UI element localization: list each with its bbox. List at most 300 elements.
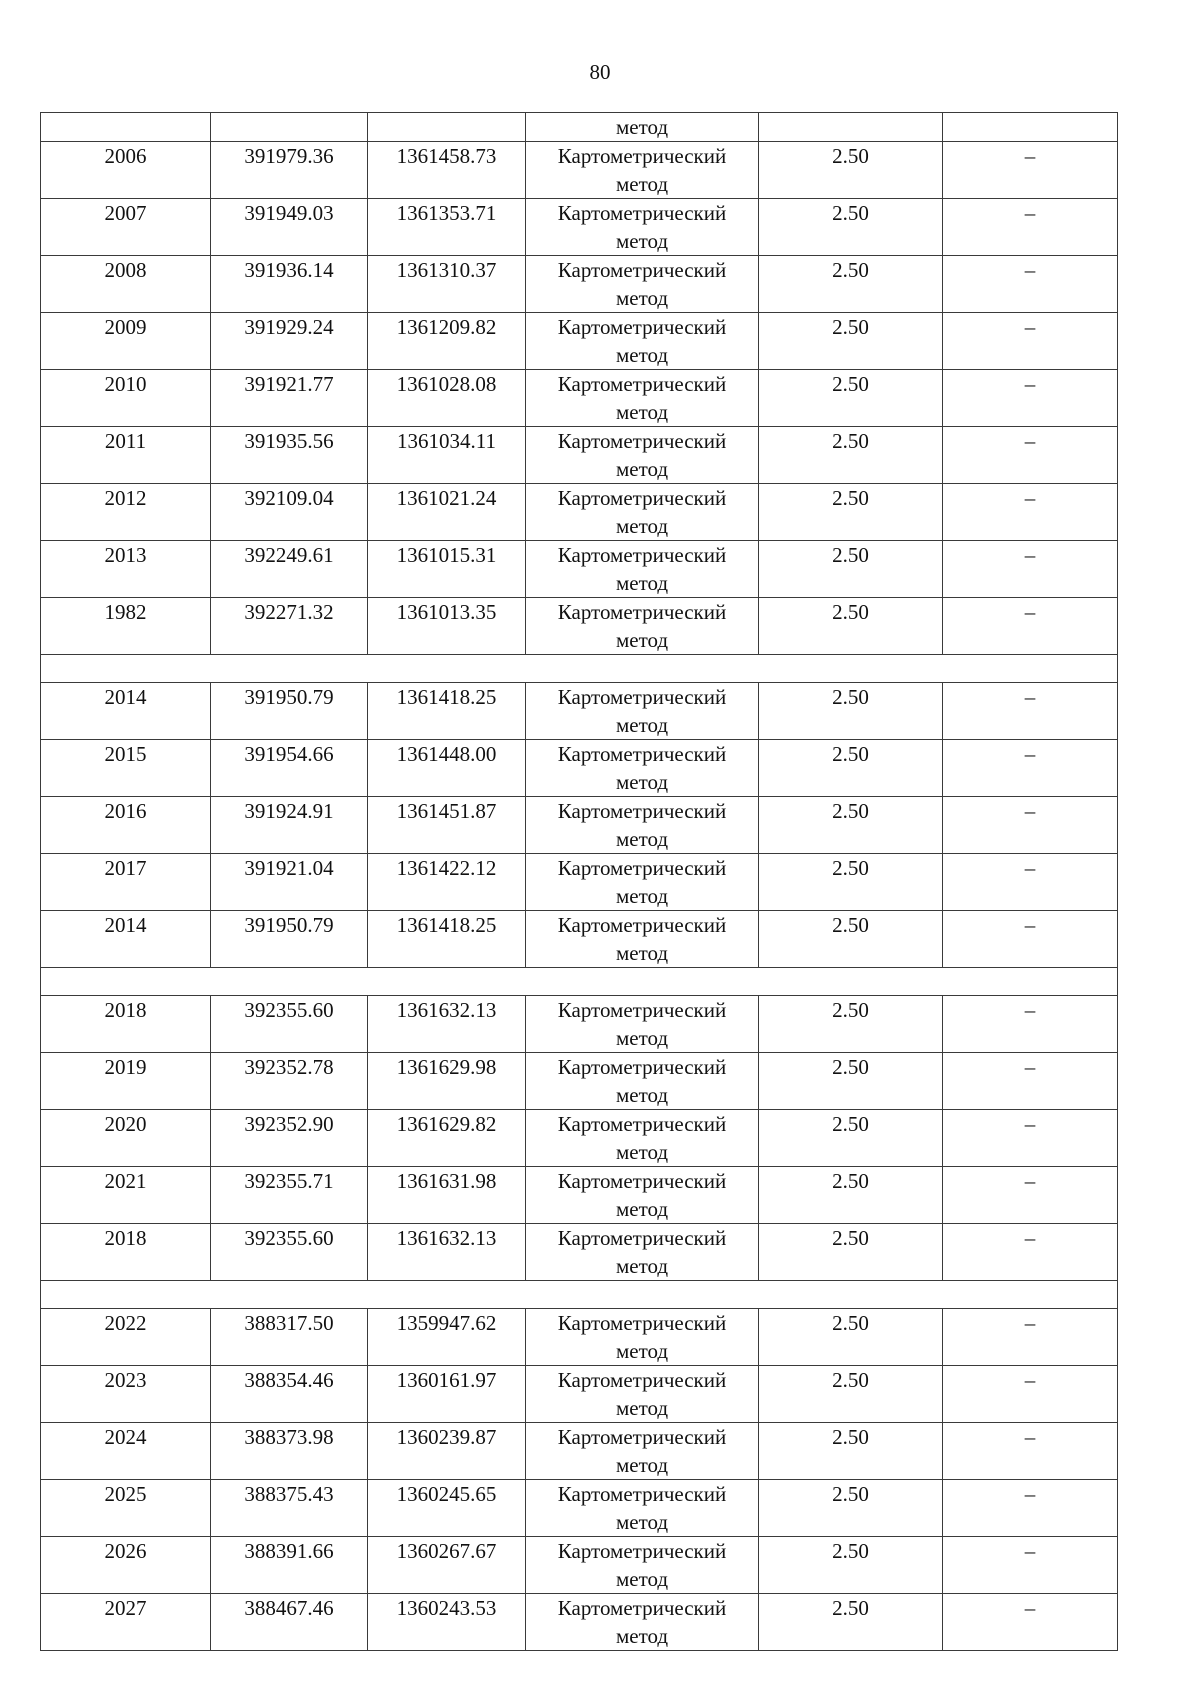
- y-coordinate-text: 1360243.53: [396, 1596, 497, 1620]
- point-number-cell: [41, 1309, 211, 1366]
- accuracy-cell: [759, 370, 943, 427]
- method-text: Картометрический: [557, 315, 727, 339]
- x-coordinate-cell: [211, 1167, 368, 1224]
- note-text: –: [1024, 856, 1036, 880]
- point-number-text: 2015: [104, 742, 147, 766]
- note-text: –: [1024, 315, 1036, 339]
- method-cell: [526, 484, 759, 541]
- x-coordinate-cell: [211, 1423, 368, 1480]
- point-number-text: 2017: [104, 856, 147, 880]
- y-coordinate-cell: [368, 313, 526, 370]
- point-number-text: 2011: [104, 429, 147, 453]
- note-cell: [943, 1224, 1118, 1281]
- method-text: метод: [615, 343, 669, 367]
- table-row: [41, 142, 1118, 199]
- table-row: [41, 854, 1118, 911]
- note-cell: [943, 1053, 1118, 1110]
- point-number-text: 2021: [104, 1169, 147, 1193]
- x-coordinate-cell: [211, 996, 368, 1053]
- y-coordinate-cell: [368, 484, 526, 541]
- method-cell: [526, 740, 759, 797]
- x-coordinate-cell: [211, 142, 368, 199]
- note-text: –: [1024, 600, 1036, 624]
- note-cell: [943, 199, 1118, 256]
- coordinates-table: [40, 112, 1118, 1651]
- method-text: Картометрический: [557, 1425, 727, 1449]
- y-coordinate-cell: [368, 1053, 526, 1110]
- point-number-text: 2027: [104, 1596, 147, 1620]
- note-cell: [943, 740, 1118, 797]
- method-text: Картометрический: [557, 1112, 727, 1136]
- method-cell: [526, 1053, 759, 1110]
- accuracy-cell: [759, 256, 943, 313]
- y-coordinate-text: 1361015.31: [396, 543, 497, 567]
- method-text: Картометрический: [557, 1482, 727, 1506]
- table-body: [41, 113, 1118, 1651]
- y-coordinate-cell: [368, 541, 526, 598]
- point-number-text: 2012: [104, 486, 147, 510]
- y-coordinate-text: 1361418.25: [396, 913, 497, 937]
- point-number-text: 2018: [104, 998, 147, 1022]
- point-number-text: 2026: [104, 1539, 147, 1563]
- y-coordinate-text: 1361209.82: [396, 315, 497, 339]
- note-cell: [943, 598, 1118, 655]
- method-text: Картометрический: [557, 685, 727, 709]
- y-coordinate-cell: [368, 598, 526, 655]
- accuracy-cell: [759, 484, 943, 541]
- y-coordinate-text: 1361353.71: [396, 201, 497, 225]
- method-text: метод: [615, 286, 669, 310]
- x-coordinate-text: 388373.98: [244, 1425, 334, 1449]
- table-row: [41, 1480, 1118, 1537]
- x-coordinate-cell: [211, 1480, 368, 1537]
- accuracy-cell: [759, 1537, 943, 1594]
- accuracy-cell: [759, 1480, 943, 1537]
- accuracy-cell: [759, 854, 943, 911]
- y-coordinate-cell: [368, 854, 526, 911]
- point-number-cell: [41, 370, 211, 427]
- accuracy-text: 2.50: [832, 685, 869, 709]
- table-row: [41, 541, 1118, 598]
- x-coordinate-cell: [211, 740, 368, 797]
- table-row: [41, 1366, 1118, 1423]
- accuracy-text: 2.50: [832, 998, 869, 1022]
- note-text: –: [1024, 1539, 1036, 1563]
- method-text: Картометрический: [557, 1368, 727, 1392]
- method-text: метод: [615, 457, 669, 481]
- x-coordinate-text: 391954.66: [244, 742, 334, 766]
- table-row: [41, 199, 1118, 256]
- x-coordinate-cell: [211, 1366, 368, 1423]
- note-text: –: [1024, 258, 1036, 282]
- y-coordinate-text: 1359947.62: [396, 1311, 497, 1335]
- x-coordinate-text: 392352.90: [244, 1112, 334, 1136]
- table-cell: [368, 113, 526, 142]
- note-cell: [943, 1480, 1118, 1537]
- point-number-text: 2018: [104, 1226, 147, 1250]
- x-coordinate-cell: [211, 1537, 368, 1594]
- point-number-cell: [41, 1423, 211, 1480]
- note-cell: [943, 541, 1118, 598]
- method-text: метод: [615, 827, 669, 851]
- accuracy-cell: [759, 1423, 943, 1480]
- x-coordinate-cell: [211, 484, 368, 541]
- y-coordinate-cell: [368, 1167, 526, 1224]
- point-number-cell: [41, 598, 211, 655]
- accuracy-text: 2.50: [832, 1482, 869, 1506]
- method-text: Картометрический: [557, 429, 727, 453]
- note-cell: [943, 427, 1118, 484]
- y-coordinate-cell: [368, 199, 526, 256]
- accuracy-text: 2.50: [832, 856, 869, 880]
- note-text: –: [1024, 913, 1036, 937]
- accuracy-cell: [759, 142, 943, 199]
- accuracy-cell: [759, 911, 943, 968]
- point-number-cell: [41, 1480, 211, 1537]
- accuracy-cell: [759, 1594, 943, 1651]
- method-cell: [526, 370, 759, 427]
- accuracy-cell: [759, 313, 943, 370]
- note-text: –: [1024, 799, 1036, 823]
- point-number-cell: [41, 199, 211, 256]
- method-cell: [526, 313, 759, 370]
- note-cell: [943, 1594, 1118, 1651]
- note-text: –: [1024, 1112, 1036, 1136]
- x-coordinate-text: 392355.60: [244, 1226, 334, 1250]
- y-coordinate-cell: [368, 1110, 526, 1167]
- table-row: [41, 427, 1118, 484]
- y-coordinate-text: 1361629.82: [396, 1112, 497, 1136]
- y-coordinate-cell: [368, 142, 526, 199]
- table-row: [41, 370, 1118, 427]
- method-text: Картометрический: [557, 258, 727, 282]
- note-cell: [943, 1309, 1118, 1366]
- y-coordinate-text: 1361422.12: [396, 856, 497, 880]
- y-coordinate-text: 1361629.98: [396, 1055, 497, 1079]
- x-coordinate-cell: [211, 797, 368, 854]
- note-text: –: [1024, 998, 1036, 1022]
- y-coordinate-cell: [368, 256, 526, 313]
- y-coordinate-cell: [368, 1423, 526, 1480]
- method-cell: [526, 996, 759, 1053]
- method-text: Картометрический: [557, 372, 727, 396]
- note-text: –: [1024, 1226, 1036, 1250]
- method-cell: [526, 1366, 759, 1423]
- accuracy-text: 2.50: [832, 1539, 869, 1563]
- group-separator-row: [41, 655, 1118, 683]
- x-coordinate-text: 391950.79: [244, 685, 334, 709]
- x-coordinate-text: 392352.78: [244, 1055, 334, 1079]
- x-coordinate-cell: [211, 541, 368, 598]
- method-text: Картометрический: [557, 799, 727, 823]
- accuracy-text: 2.50: [832, 144, 869, 168]
- point-number-text: 1982: [104, 600, 147, 624]
- point-number-cell: [41, 427, 211, 484]
- method-text: Картометрический: [557, 1055, 727, 1079]
- method-text: Картометрический: [557, 1226, 727, 1250]
- point-number-cell: [41, 911, 211, 968]
- table-cell: [759, 113, 943, 142]
- point-number-cell: [41, 797, 211, 854]
- accuracy-text: 2.50: [832, 258, 869, 282]
- method-text: Картометрический: [557, 1169, 727, 1193]
- note-cell: [943, 370, 1118, 427]
- point-number-cell: [41, 683, 211, 740]
- y-coordinate-text: 1361310.37: [396, 258, 497, 282]
- table-row: [41, 1110, 1118, 1167]
- accuracy-text: 2.50: [832, 201, 869, 225]
- method-cell: [526, 1224, 759, 1281]
- method-text: метод: [615, 1624, 669, 1648]
- accuracy-cell: [759, 598, 943, 655]
- method-text: метод: [615, 941, 669, 965]
- accuracy-cell: [759, 996, 943, 1053]
- x-coordinate-cell: [211, 427, 368, 484]
- table-row: [41, 797, 1118, 854]
- table-row: [41, 911, 1118, 968]
- method-text: метод: [615, 229, 669, 253]
- method-text: метод: [615, 713, 669, 737]
- point-number-cell: [41, 142, 211, 199]
- point-number-text: 2010: [104, 372, 147, 396]
- point-number-cell: [41, 1167, 211, 1224]
- accuracy-text: 2.50: [832, 1425, 869, 1449]
- table-row: [41, 1053, 1118, 1110]
- point-number-text: 2022: [104, 1311, 147, 1335]
- point-number-cell: [41, 740, 211, 797]
- point-number-cell: [41, 1594, 211, 1651]
- note-text: –: [1024, 1311, 1036, 1335]
- accuracy-text: 2.50: [832, 543, 869, 567]
- method-text: Картометрический: [557, 742, 727, 766]
- x-coordinate-text: 391979.36: [244, 144, 334, 168]
- point-number-text: 2008: [104, 258, 147, 282]
- method-text: метод: [615, 400, 669, 424]
- method-text: метод: [615, 1567, 669, 1591]
- x-coordinate-text: 388375.43: [244, 1482, 334, 1506]
- x-coordinate-text: 392109.04: [244, 486, 334, 510]
- method-cell: [526, 142, 759, 199]
- x-coordinate-text: 391924.91: [244, 799, 334, 823]
- method-cell: [526, 797, 759, 854]
- method-text: метод: [615, 628, 669, 652]
- note-cell: [943, 1423, 1118, 1480]
- y-coordinate-cell: [368, 1480, 526, 1537]
- x-coordinate-cell: [211, 1224, 368, 1281]
- table-row: [41, 1167, 1118, 1224]
- point-number-text: 2024: [104, 1425, 147, 1449]
- method-cell: [526, 1167, 759, 1224]
- table-cell: [943, 113, 1118, 142]
- point-number-text: 2007: [104, 201, 147, 225]
- y-coordinate-cell: [368, 740, 526, 797]
- point-number-text: 2006: [104, 144, 147, 168]
- point-number-cell: [41, 541, 211, 598]
- accuracy-text: 2.50: [832, 1596, 869, 1620]
- method-cell: [526, 1594, 759, 1651]
- method-text: Картометрический: [557, 1596, 727, 1620]
- x-coordinate-cell: [211, 598, 368, 655]
- note-cell: [943, 683, 1118, 740]
- method-cell: [526, 1309, 759, 1366]
- accuracy-cell: [759, 740, 943, 797]
- note-cell: [943, 1167, 1118, 1224]
- method-text: метод: [615, 1083, 669, 1107]
- accuracy-text: 2.50: [832, 1311, 869, 1335]
- method-cell: [526, 854, 759, 911]
- y-coordinate-text: 1361631.98: [396, 1169, 497, 1193]
- table-cell: [211, 113, 368, 142]
- x-coordinate-cell: [211, 854, 368, 911]
- note-text: –: [1024, 429, 1036, 453]
- method-text: Картометрический: [557, 600, 727, 624]
- point-number-text: 2014: [104, 685, 147, 709]
- method-text: Картометрический: [557, 144, 727, 168]
- point-number-cell: [41, 996, 211, 1053]
- y-coordinate-cell: [368, 427, 526, 484]
- x-coordinate-text: 392355.60: [244, 998, 334, 1022]
- y-coordinate-cell: [368, 370, 526, 427]
- accuracy-text: 2.50: [832, 1055, 869, 1079]
- y-coordinate-cell: [368, 683, 526, 740]
- method-cell: [526, 541, 759, 598]
- method-text: метод: [615, 770, 669, 794]
- note-text: –: [1024, 742, 1036, 766]
- note-cell: [943, 854, 1118, 911]
- note-cell: [943, 142, 1118, 199]
- accuracy-cell: [759, 199, 943, 256]
- separator-cell: [41, 968, 1118, 996]
- y-coordinate-text: 1360267.67: [396, 1539, 497, 1563]
- method-cell: [526, 199, 759, 256]
- accuracy-cell: [759, 1309, 943, 1366]
- method-cell: [526, 1480, 759, 1537]
- y-coordinate-text: 1360161.97: [396, 1368, 497, 1392]
- y-coordinate-cell: [368, 1309, 526, 1366]
- x-coordinate-text: 392271.32: [244, 600, 334, 624]
- accuracy-cell: [759, 797, 943, 854]
- method-cell: [526, 1423, 759, 1480]
- accuracy-cell: [759, 1224, 943, 1281]
- method-text: метод: [615, 1140, 669, 1164]
- note-text: –: [1024, 1596, 1036, 1620]
- x-coordinate-cell: [211, 199, 368, 256]
- table-row: [41, 1423, 1118, 1480]
- method-text: метод: [615, 1026, 669, 1050]
- page-number: 80: [589, 60, 611, 84]
- method-cell: [526, 427, 759, 484]
- point-number-cell: [41, 313, 211, 370]
- x-coordinate-cell: [211, 1053, 368, 1110]
- separator-cell: [41, 1281, 1118, 1309]
- note-text: –: [1024, 372, 1036, 396]
- x-coordinate-text: 391949.03: [244, 201, 334, 225]
- method-text: метод: [615, 1254, 669, 1278]
- point-number-cell: [41, 484, 211, 541]
- method-text: метод: [615, 884, 669, 908]
- accuracy-text: 2.50: [832, 429, 869, 453]
- point-number-text: 2019: [104, 1055, 147, 1079]
- note-text: –: [1024, 543, 1036, 567]
- note-text: –: [1024, 1425, 1036, 1449]
- x-coordinate-cell: [211, 1110, 368, 1167]
- method-cell: [526, 113, 759, 142]
- point-number-text: 2014: [104, 913, 147, 937]
- point-number-text: 2025: [104, 1482, 147, 1506]
- point-number-text: 2013: [104, 543, 147, 567]
- method-cell: [526, 683, 759, 740]
- accuracy-text: 2.50: [832, 315, 869, 339]
- y-coordinate-text: 1361451.87: [396, 799, 497, 823]
- x-coordinate-text: 391950.79: [244, 913, 334, 937]
- note-text: –: [1024, 1368, 1036, 1392]
- y-coordinate-cell: [368, 911, 526, 968]
- accuracy-text: 2.50: [832, 486, 869, 510]
- method-text: метод: [615, 514, 669, 538]
- table-row: [41, 484, 1118, 541]
- method-cell: [526, 1110, 759, 1167]
- note-text: –: [1024, 201, 1036, 225]
- table-cell: [41, 113, 211, 142]
- note-cell: [943, 313, 1118, 370]
- y-coordinate-text: 1361034.11: [397, 429, 496, 453]
- table-row: [41, 740, 1118, 797]
- table-row: [41, 598, 1118, 655]
- continuation-row: [41, 113, 1118, 142]
- accuracy-text: 2.50: [832, 372, 869, 396]
- y-coordinate-text: 1361418.25: [396, 685, 497, 709]
- separator-cell: [41, 655, 1118, 683]
- point-number-text: 2009: [104, 315, 147, 339]
- accuracy-text: 2.50: [832, 1226, 869, 1250]
- x-coordinate-text: 391936.14: [244, 258, 334, 282]
- method-cell: [526, 1537, 759, 1594]
- accuracy-cell: [759, 683, 943, 740]
- point-number-text: 2023: [104, 1368, 147, 1392]
- method-text: Картометрический: [557, 1311, 727, 1335]
- x-coordinate-cell: [211, 683, 368, 740]
- note-cell: [943, 1537, 1118, 1594]
- accuracy-text: 2.50: [832, 742, 869, 766]
- x-coordinate-text: 388391.66: [244, 1539, 334, 1563]
- accuracy-cell: [759, 427, 943, 484]
- point-number-cell: [41, 256, 211, 313]
- method-cell: [526, 911, 759, 968]
- x-coordinate-cell: [211, 256, 368, 313]
- table-row: [41, 996, 1118, 1053]
- point-number-cell: [41, 1110, 211, 1167]
- point-number-cell: [41, 1537, 211, 1594]
- y-coordinate-text: 1361632.13: [396, 1226, 497, 1250]
- method-text: метод: [615, 571, 669, 595]
- x-coordinate-cell: [211, 313, 368, 370]
- x-coordinate-text: 391921.04: [244, 856, 334, 880]
- group-separator-row: [41, 968, 1118, 996]
- accuracy-text: 2.50: [832, 799, 869, 823]
- method-cell: [526, 598, 759, 655]
- method-text: Картометрический: [557, 201, 727, 225]
- note-text: –: [1024, 486, 1036, 510]
- method-text: метод: [615, 1197, 669, 1221]
- x-coordinate-cell: [211, 911, 368, 968]
- accuracy-text: 2.50: [832, 913, 869, 937]
- x-coordinate-text: 392249.61: [244, 543, 334, 567]
- x-coordinate-text: 391935.56: [244, 429, 334, 453]
- accuracy-cell: [759, 1366, 943, 1423]
- x-coordinate-text: 391929.24: [244, 315, 334, 339]
- note-text: –: [1024, 685, 1036, 709]
- accuracy-cell: [759, 541, 943, 598]
